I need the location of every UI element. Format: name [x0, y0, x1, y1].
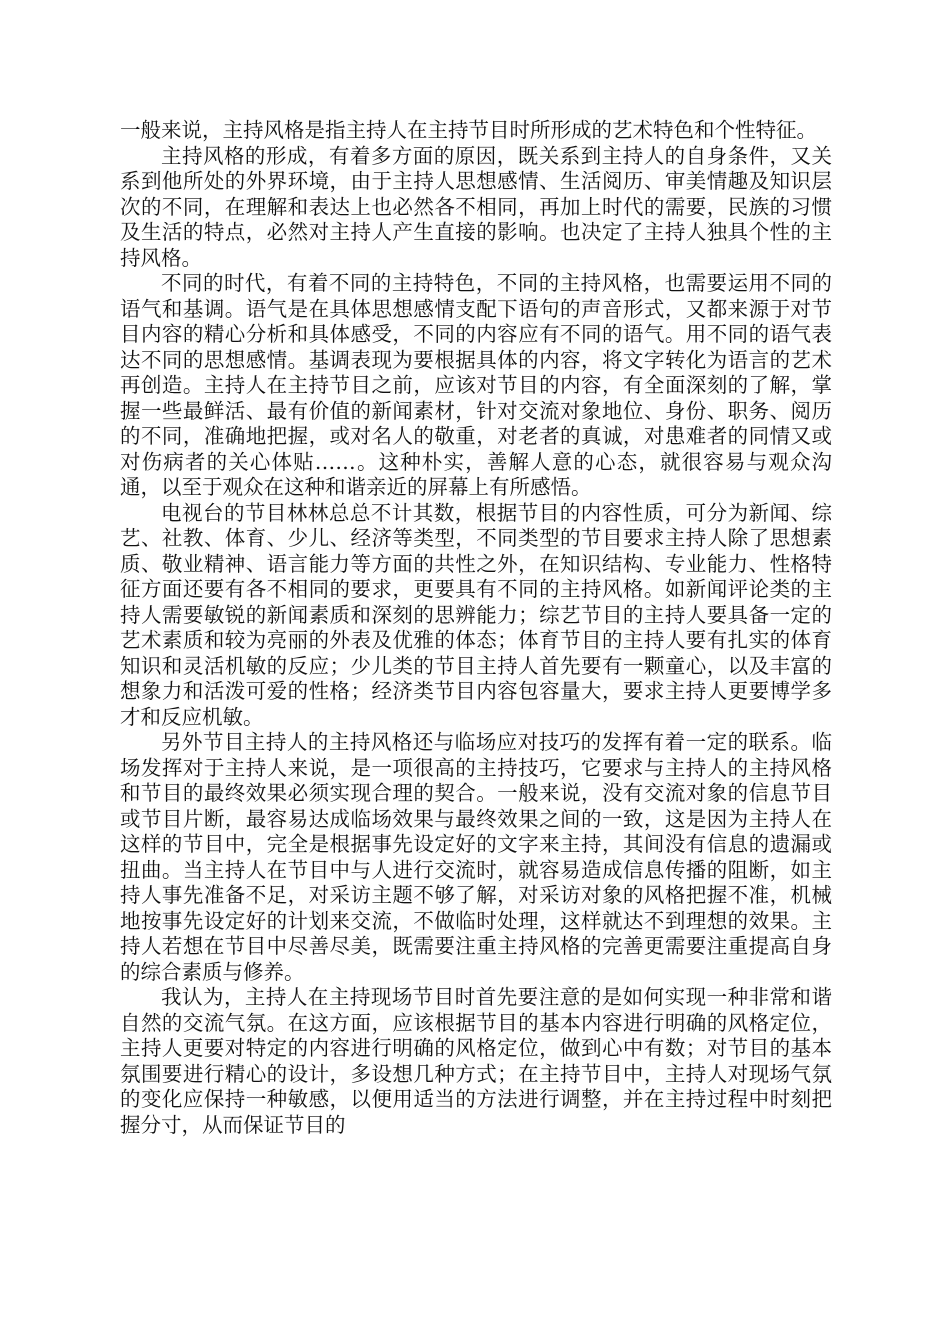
- paragraph-6: 我认为，主持人在主持现场节目时首先要注意的是如何实现一种非常和谐自然的交流气氛。在这方面，应该根据节目的基本内容进行明确的风格定位，主持人更要对特定的内容进行明确的风格定位，做到心中有数；对节目的基本氛围要进行精心的设计，多设想几种方式；在主持节目中，主持人对现场气氛的变化应保持一种敏感，以便用适当的方法进行调整，并在主持过程中时刻把握分寸，从而保证节目的: [120, 985, 832, 1137]
- paragraph-5: 另外节目主持人的主持风格还与临场应对技巧的发挥有着一定的联系。临场发挥对于主持人来说，是一项很高的主持技巧，它要求与主持人的主持风格和节目的最终效果必须实现合理的契合。一般来说，没有交流对象的信息节目或节目片断，最容易达成临场效果与最终效果之间的一致，这是因为主持人在这样的节目中，完全是根据事先设定好的文字来主持，其间没有信息的遗漏或扭曲。当主持人在节目中与人进行交流时，就容易造成信息传播的阻断，如主持人事先准备不足，对采访主题不够了解，对采访对象的风格把握不准，机械地按事先设定好的计划来交流，不做临时处理，这样就达不到理想的效果。主持人若想在节目中尽善尽美，既需要注重主持风格的完善更需要注重提高自身的综合素质与修养。: [120, 730, 832, 984]
- document-body: [120, 118, 832, 1138]
- paragraph-3: 不同的时代，有着不同的主持特色，不同的主持风格，也需要运用不同的语气和基调。语气是在具体思想感情支配下语句的声音形式，又都来源于对节目内容的精心分析和具体感受，不同的内容应有不同的语气。用不同的语气表达不同的思想感情。基调表现为要根据具体的内容，将文字转化为语言的艺术再创造。主持人在主持节目之前，应该对节目的内容，有全面深刻的了解，掌握一些最鲜活、最有价值的新闻素材，针对交流对象地位、身份、职务、阅历的不同，准确地把握，或对名人的敬重，对老者的真诚，对患难者的同情又或对伤病者的关心体贴……。这种朴实，善解人意的心态，就很容易与观众沟通，以至于观众在这种和谐亲近的屏幕上有所感悟。: [120, 271, 832, 499]
- paragraph-4: 电视台的节目林林总总不计其数，根据节目的内容性质，可分为新闻、综艺、社教、体育、少儿、经济等类型，不同类型的节目要求主持人除了思想素质、敬业精神、语言能力等方面的共性之外，在知识结构、专业能力、性格特征方面还要有各不相同的要求，更要具有不同的主持风格。如新闻评论类的主持人需要敏锐的新闻素质和深刻的思辨能力；综艺节目的主持人要具备一定的艺术素质和较为亮丽的外表及优雅的体态；体育节目的主持人要有扎实的体育知识和灵活机敏的反应；少儿类的节目主持人首先要有一颗童心，以及丰富的想象力和活泼可爱的性格；经济类节目内容包容量大，要求主持人更要博学多才和反应机敏。: [120, 500, 832, 729]
- paragraph-1: 一般来说，主持风格是指主持人在主持节目时所形成的艺术特色和个性特征。: [120, 118, 817, 142]
- paragraph-2: 主持风格的形成，有着多方面的原因，既关系到主持人的自身条件，又关系到他所处的外界环境，由于主持人思想感情、生活阅历、审美情趣及知识层次的不同，在理解和表达上也必然各不相同，再加上时代的需要，民族的习惯及生活的特点，必然对主持人产生直接的影响。也决定了主持人独具个性的主持风格。: [120, 143, 832, 270]
